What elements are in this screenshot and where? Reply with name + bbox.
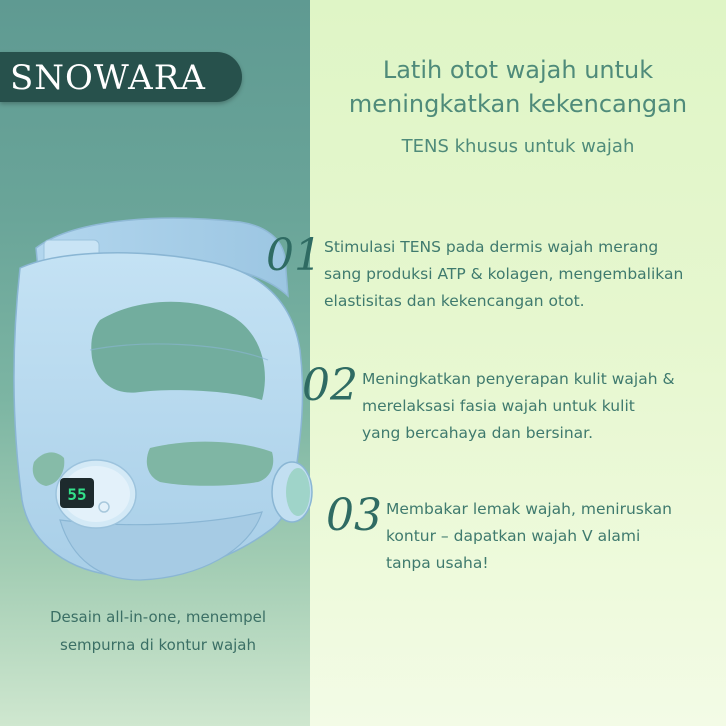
feature-text-03 — [386, 496, 672, 577]
feature-01-line-1: Stimulasi TENS pada dermis wajah merang — [324, 238, 659, 256]
feature-02-line-3: yang bercahaya dan bersinar. — [362, 424, 594, 442]
feature-number-03: 03 — [326, 490, 382, 541]
feature-03-line-2: kontur – dapatkan wajah V alami — [386, 527, 641, 545]
headline-line-1: Latih otot wajah untuk — [382, 56, 654, 84]
feature-number-01: 01 — [266, 230, 322, 281]
feature-01-line-3: elastisitas dan kekencangan otot. — [324, 292, 585, 310]
feature-03-line-3: tanpa usaha! — [386, 554, 489, 572]
control-pod — [56, 460, 136, 528]
feature-number-02: 02 — [302, 360, 358, 411]
feature-02-line-2: merelaksasi fasia wajah untuk kulit — [362, 397, 635, 415]
feature-text-01 — [324, 234, 683, 315]
feature-text-02 — [362, 366, 675, 447]
side-electrode-pod — [272, 462, 312, 522]
feature-02-line-1: Meningkatkan penyerapan kulit wajah & — [362, 370, 675, 388]
led-display-digits: 55 — [67, 485, 87, 504]
caption-line-2: sempurna di kontur wajah — [60, 636, 256, 654]
caption-line-1: Desain all-in-one, menempel — [49, 608, 267, 626]
headline-line-2: meningkatkan kekencangan — [348, 90, 688, 118]
brand-logo-text: SNOWARA — [10, 58, 206, 98]
mask-mouth-opening — [147, 442, 273, 486]
brand-banner — [0, 52, 242, 102]
feature-01-line-2: sang produksi ATP & kolagen, mengembalikan — [324, 265, 684, 283]
feature-03-line-1: Membakar lemak wajah, meniruskan — [386, 500, 672, 518]
subheadline: TENS khusus untuk wajah — [401, 136, 635, 157]
